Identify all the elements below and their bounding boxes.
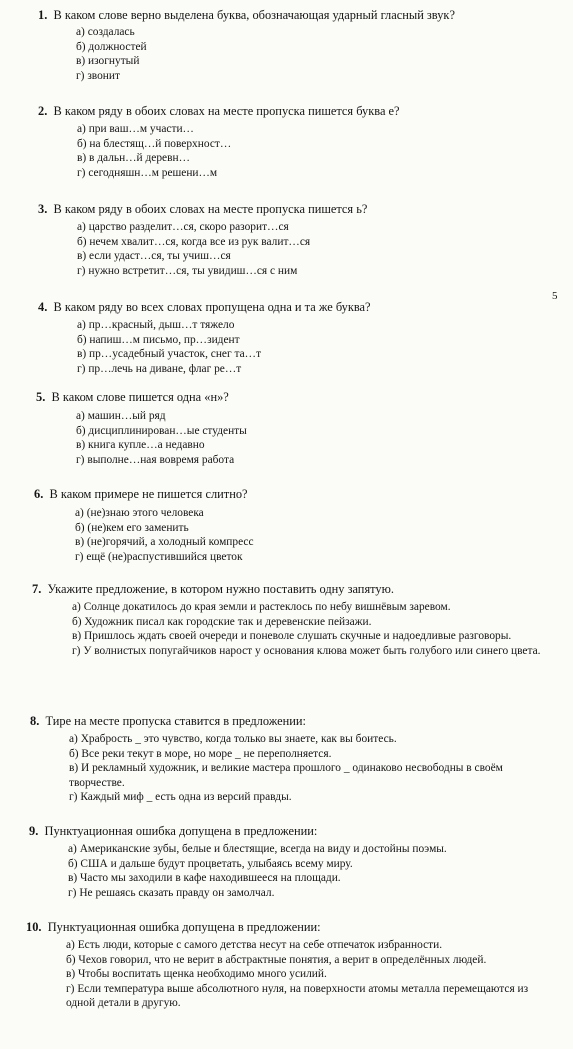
question-8 [0,714,573,805]
option-a: а) Храбрость _ это чувство, когда только вы знаете, как вы боитесь. [69,733,397,745]
question-text: Пунктуационная ошибка допущена в предложении: [44,824,318,838]
option-a: а) создалась [76,26,135,38]
option-a: а) Солнце докатилось до края земли и растеклось по небу вишнёвым заревом. [72,601,451,613]
option-d: г) сегодняшн…м решени…м [77,166,218,179]
option-b: б) дисциплинирован…ые студенты [76,424,247,437]
question-title [38,202,573,217]
question-title [38,300,573,315]
question-title [26,920,573,935]
question-number: 1. [38,8,48,22]
question-number: 5. [36,390,46,404]
option-d: г) выполне…ная вовремя работа [76,453,235,466]
option-c: в) если удаст…ся, ты учиш…ся [77,250,231,262]
option-d: г) Не решаясь сказать правду он замолчал. [68,886,275,899]
option-a: а) Есть люди, которые с самого детства несут на себе отпечаток избранности. [66,939,443,951]
question-1 [0,8,573,83]
question-number: 8. [30,714,40,728]
question-text: В каком ряду в обоих словах на месте пропуска пишется ь? [53,202,368,216]
question-title [32,582,573,597]
option-c: в) (не)горячий, а холодный компресс [75,536,254,548]
question-title [36,390,573,405]
question-number: 9. [29,824,39,838]
page-number: 5 [552,290,558,302]
option-c: в) в дальн…й деревн… [77,152,190,164]
option-c: в) книга купле…а недавно [76,439,205,451]
option-d: г) Каждый миф _ есть одна из версий правды. [69,791,292,803]
option-a: а) машин…ый ряд [76,410,166,422]
question-number: 6. [34,487,44,501]
option-b: б) США и дальше будут процветать, улыбаясь всему миру. [68,857,353,870]
option-d: г) Если температура выше абсолютного нуля, на поверхности атомы металла перемещаются из одной детали в другую. [66,982,529,1009]
question-number: 7. [32,582,42,596]
question-5 [0,390,573,467]
question-10 [0,920,573,1011]
question-3 [0,202,573,278]
question-text: В каком слове верно выделена буква, обозначающая ударный гласный звук? [53,8,455,22]
option-d: г) ещё (не)распустившийся цветок [75,550,243,563]
option-c: в) Чтобы воспитать щенка необходимо много усилий. [66,968,327,980]
option-b: б) напиш…м письмо, пр…зидент [77,333,240,346]
question-text: Тире на месте пропуска ставится в предложении: [45,714,306,728]
option-b: б) на блестящ…й поверхност… [77,137,232,150]
question-number: 10. [26,920,42,934]
question-text: Укажите предложение, в котором нужно поставить одну запятую. [47,582,394,596]
option-a: а) царство разделит…ся, скоро разорит…ся [77,221,289,233]
option-c: в) изогнутый [76,55,140,67]
option-b: б) должностей [76,40,147,53]
question-text: Пунктуационная ошибка допущена в предложении: [47,920,321,934]
option-a: а) пр…красный, дыш…т тяжело [77,319,235,331]
option-b: б) нечем хвалит…ся, когда все из рук валит…ся [77,235,311,248]
option-b: б) Художник писал как городские так и деревенские пейзажи. [72,615,372,628]
option-b: б) Чехов говорил, что не верит в абстрактные понятия, а верит в определённых людей. [66,953,487,966]
option-d: г) пр…лечь на диване, флаг ре…т [77,362,242,375]
option-c: в) И рекламный художник, и великие мастера прошлого _ одинаково несвободны в своём творчестве. [69,762,503,789]
question-title [29,824,573,839]
question-text: В каком ряду во всех словах пропущена одна и та же буква? [53,300,371,314]
option-c: в) пр…усадебный участок, снег та…т [77,348,262,360]
option-d: г) У волнистых попугайчиков нарост у основания клюва может быть голубого или синего цвета. [72,644,541,657]
question-text: В каком слове пишется одна «н»? [51,390,229,404]
option-d: г) нужно встретит…ся, ты увидиш…ся с ним [77,264,298,277]
question-7 [0,582,573,658]
question-title [34,487,573,502]
option-b: б) Все реки текут в море, но море _ не переполняется. [69,747,332,760]
question-2 [0,104,573,180]
option-c: в) Часто мы заходили в кафе находившееся на площади. [68,872,341,884]
question-text: В каком примере не пишется слитно? [49,487,248,501]
option-a: а) Американские зубы, белые и блестящие, всегда на виду и достойны поэмы. [68,843,447,855]
option-a: а) при ваш…м участи… [77,123,194,135]
question-title [38,104,573,119]
option-c: в) Пришлось ждать своей очереди и поневоле слушать скучные и надоедливые разговоры. [72,630,512,642]
question-number: 4. [38,300,48,314]
question-4 [0,300,573,376]
question-title [30,714,573,729]
option-a: а) (не)знаю этого человека [75,507,204,519]
question-text: В каком ряду в обоих словах на месте пропуска пишется буква е? [53,104,400,118]
option-b: б) (не)кем его заменить [75,521,189,534]
question-9 [0,824,573,900]
question-number: 3. [38,202,48,216]
question-title [38,8,573,23]
question-6 [0,487,573,564]
option-d: г) звонит [76,69,120,82]
question-number: 2. [38,104,48,118]
